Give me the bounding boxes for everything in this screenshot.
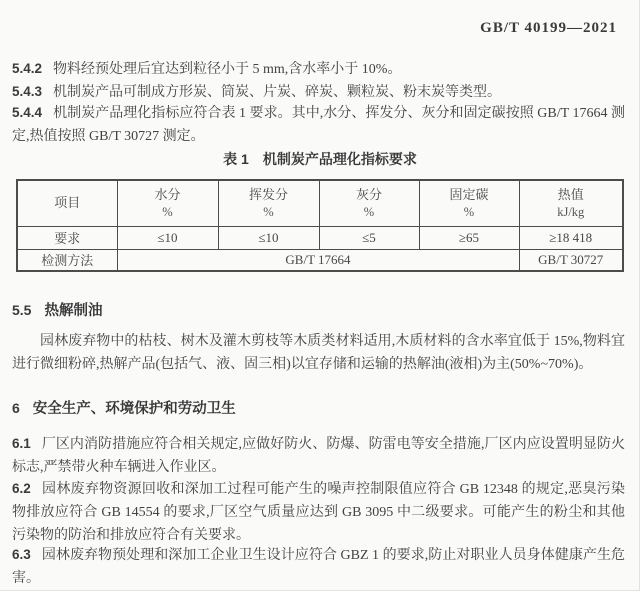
table-caption: 机制炭产品理化指标要求	[262, 151, 417, 167]
heading-6	[12, 397, 625, 418]
clause-number: 5.5	[12, 302, 32, 318]
heading-text: 安全生产、环境保护和劳动卫生	[32, 401, 236, 417]
col-header-volatile: 挥发分 %	[218, 180, 319, 226]
clause-6-3	[12, 543, 625, 590]
row-label: 要求	[17, 226, 117, 249]
clause-6-2	[12, 477, 625, 547]
value-calorific: ≥18 418	[519, 226, 623, 249]
value-fixed-carbon: ≥65	[419, 226, 519, 249]
heading-text: 热解制油	[44, 303, 103, 319]
heading-5-5	[12, 299, 625, 320]
clause-text: 园林废弃物中的枯枝、树木及灌木剪枝等木质类材料适用,木质材料的含水率宜低于 15%,物料宜进行微细粉碎,热解产品(包括气、液、固三相)以宜存储和运输的热解油(液相)为主(50%~70%)。	[12, 334, 625, 372]
clause-number: 6.3	[12, 547, 31, 562]
clause-number: 5.4.2	[12, 61, 43, 76]
clause-number: 6.2	[12, 481, 31, 496]
col-header-calorific-value: 热值 kJ/kg	[519, 180, 623, 226]
value-ash: ≤5	[319, 226, 419, 249]
clause-number: 6	[12, 400, 20, 416]
clause-text: 园林废弃物资源回收和深加工过程可能产生的噪声控制限值应符合 GB 12348 的规定,恶臭污染物排放应符合 GB 14554 的要求,厂区空气质量应达到 GB 3095 中二级要求。可能产生的粉尘和其他污染物的防治和排放应符合有关要求。	[12, 482, 625, 543]
value-moisture: ≤10	[117, 226, 218, 249]
row-label: 检测方法	[17, 249, 117, 271]
paragraph-5-5	[12, 330, 625, 376]
clause-text: 机制炭产品理化指标应符合表 1 要求。其中,水分、挥发分、灰分和固定碳按照 GB/T 17664 测定,热值按照 GB/T 30727 测定。	[12, 106, 625, 144]
col-header-ash: 灰分 %	[319, 180, 419, 226]
method-heat: GB/T 30727	[519, 249, 623, 271]
clause-text: 物料经预处理后宜达到粒径小于 5 mm,含水率小于 10%。	[53, 62, 402, 77]
table-1	[16, 179, 624, 272]
col-header-item: 项目	[17, 180, 117, 226]
clause-number: 5.4.3	[12, 84, 43, 99]
clause-text: 机制炭产品可制成方形炭、筒炭、片炭、碎炭、颗粒炭、粉末炭等类型。	[53, 85, 502, 100]
table-header-row	[17, 180, 623, 226]
clause-text: 厂区内消防措施应符合相关规定,应做好防火、防爆、防雷电等安全措施,厂区内应设置明显防火标志,严禁带火种车辆进入作业区。	[12, 437, 625, 475]
col-header-fixed-carbon: 固定碳 %	[419, 180, 519, 226]
clause-text: 园林废弃物预处理和深加工企业卫生设计应符合 GBZ 1 的要求,防止对职业人员身体健康产生危害。	[12, 548, 625, 586]
clause-number: 5.4.4	[12, 105, 43, 120]
col-header-moisture: 水分 %	[117, 180, 218, 226]
clause-5-4-2	[12, 57, 625, 81]
clause-6-1	[12, 432, 625, 479]
table-row-requirement	[17, 226, 623, 249]
value-volatile: ≤10	[218, 226, 319, 249]
method-main: GB/T 17664	[117, 249, 519, 271]
table-1-title	[0, 149, 640, 169]
clause-number: 6.1	[12, 436, 31, 451]
table-row-method	[17, 249, 623, 271]
clause-5-4-4	[12, 101, 625, 148]
standard-number-running-head: GB/T 40199—2021	[480, 20, 617, 36]
table-number: 表 1	[223, 151, 249, 167]
